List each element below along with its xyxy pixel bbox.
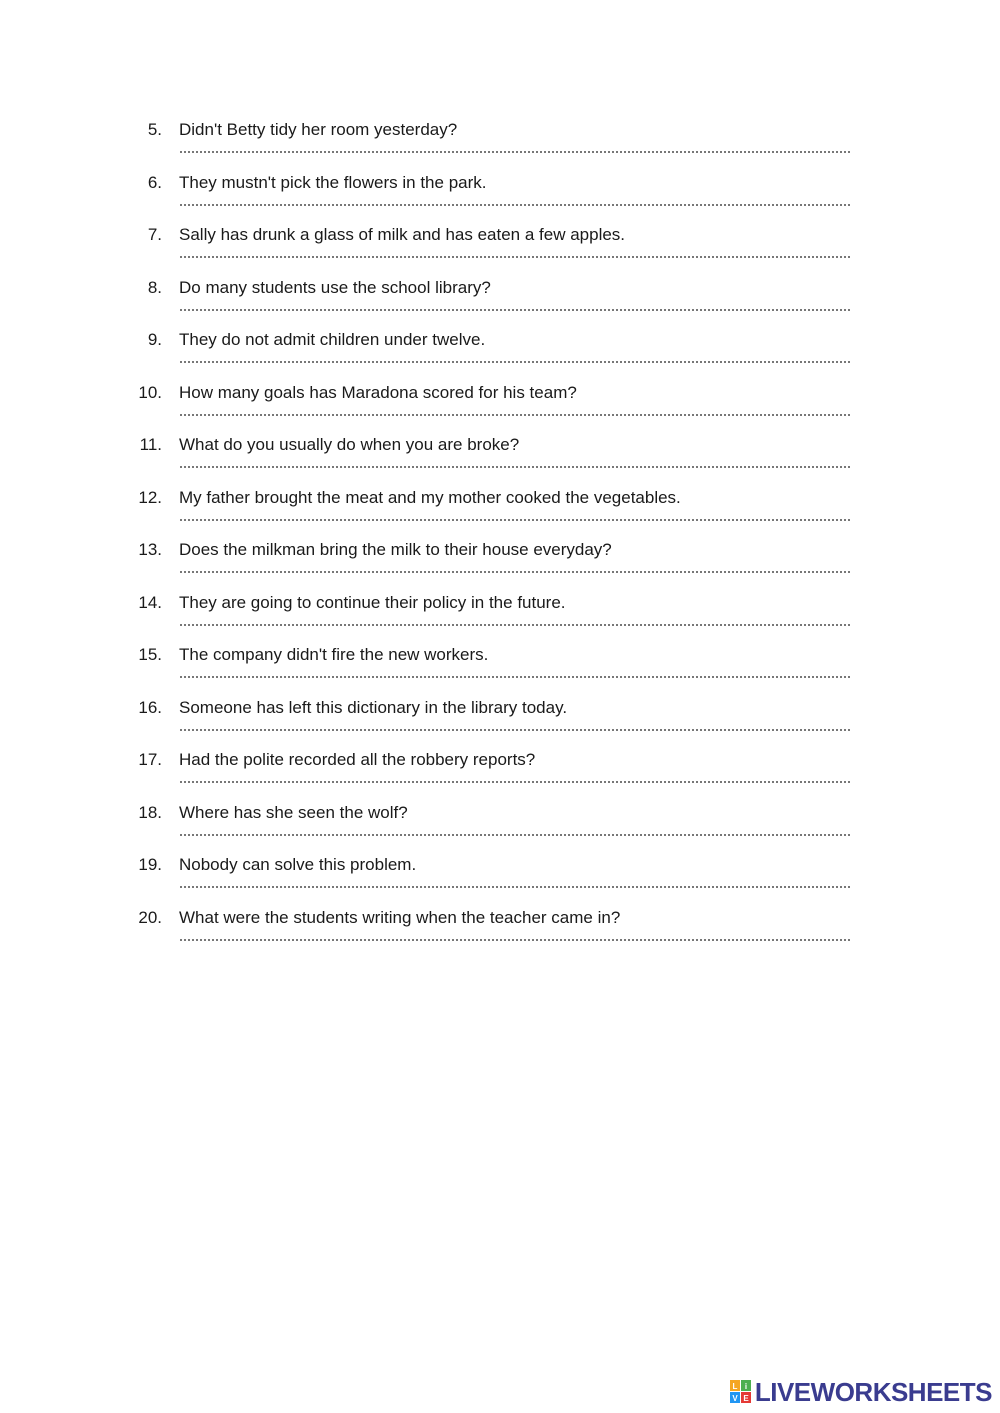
question-number: 10.: [138, 382, 162, 402]
answer-line[interactable]: [179, 414, 850, 416]
question-text: The company didn't fire the new workers.: [179, 645, 489, 664]
svg-text:V: V: [732, 1394, 738, 1403]
answer-line[interactable]: [179, 204, 850, 206]
question-text: Sally has drunk a glass of milk and has eaten a few apples.: [179, 225, 626, 244]
question-number: 8.: [147, 277, 162, 297]
answer-line[interactable]: [179, 939, 850, 941]
svg-text:L: L: [732, 1382, 738, 1391]
answer-line[interactable]: [179, 309, 850, 311]
question-text: Didn't Betty tidy her room yesterday?: [179, 120, 458, 139]
liveworksheets-logo-icon: [730, 1380, 752, 1404]
answer-line[interactable]: [179, 256, 850, 258]
question-text: Where has she seen the wolf?: [179, 802, 408, 822]
question-text: Nobody can solve this problem.: [179, 855, 417, 874]
question-text: My father brought the meat and my mother cooked the vegetables.: [179, 487, 681, 507]
question-number: 5.: [147, 120, 162, 139]
svg-text:i: i: [744, 1382, 747, 1391]
question-text: They mustn't pick the flowers in the park.: [179, 172, 487, 192]
question-text: Had the polite recorded all the robbery reports?: [179, 750, 536, 769]
question-number: 18.: [138, 802, 162, 822]
question-item: [0, 380, 1000, 433]
question-number: 20.: [138, 907, 162, 927]
question-number: 7.: [147, 225, 162, 244]
question-item: [0, 905, 1000, 958]
answer-line[interactable]: [179, 729, 850, 731]
question-number: 12.: [138, 487, 162, 507]
liveworksheets-branding: [730, 1377, 992, 1407]
question-item: [0, 117, 1000, 170]
answer-line[interactable]: [179, 466, 850, 468]
question-text: They are going to continue their policy in the future.: [179, 592, 566, 612]
question-text: What were the students writing when the teacher came in?: [179, 907, 621, 927]
question-item: [0, 590, 1000, 643]
question-text: They do not admit children under twelve.: [179, 330, 486, 349]
question-text: Do many students use the school library?: [179, 277, 491, 297]
answer-line[interactable]: [179, 624, 850, 626]
question-item: [0, 170, 1000, 223]
question-text: How many goals has Maradona scored for his team?: [179, 382, 577, 402]
question-number: 16.: [138, 697, 162, 717]
question-item: [0, 800, 1000, 853]
question-number: 15.: [138, 645, 162, 664]
question-item: [0, 432, 1000, 485]
question-number: 11.: [139, 435, 162, 454]
answer-line[interactable]: [179, 519, 850, 521]
question-item: [0, 222, 1000, 275]
question-item: [0, 852, 1000, 905]
answer-line[interactable]: [179, 571, 850, 573]
question-number: 9.: [147, 330, 162, 349]
answer-line[interactable]: [179, 834, 850, 836]
answer-line[interactable]: [179, 781, 850, 783]
question-number: 13.: [138, 540, 162, 559]
question-item: [0, 642, 1000, 695]
question-text: Does the milkman bring the milk to their house everyday?: [179, 540, 612, 559]
worksheet: [0, 117, 1000, 957]
question-number: 14.: [138, 592, 162, 612]
question-item: [0, 275, 1000, 328]
question-item: [0, 537, 1000, 590]
question-number: 6.: [147, 172, 162, 192]
answer-line[interactable]: [179, 676, 850, 678]
question-item: [0, 485, 1000, 538]
question-text: Someone has left this dictionary in the library today.: [179, 697, 568, 717]
answer-line[interactable]: [179, 151, 850, 153]
question-number: 17.: [138, 750, 162, 769]
liveworksheets-wordmark: LIVEWORKSHEETS: [754, 1377, 992, 1407]
answer-line[interactable]: [179, 361, 850, 363]
svg-text:E: E: [743, 1394, 749, 1403]
question-text: What do you usually do when you are broke?: [179, 435, 520, 454]
question-item: [0, 327, 1000, 380]
answer-line[interactable]: [179, 886, 850, 888]
question-item: [0, 747, 1000, 800]
question-item: [0, 695, 1000, 748]
question-number: 19.: [138, 855, 162, 874]
